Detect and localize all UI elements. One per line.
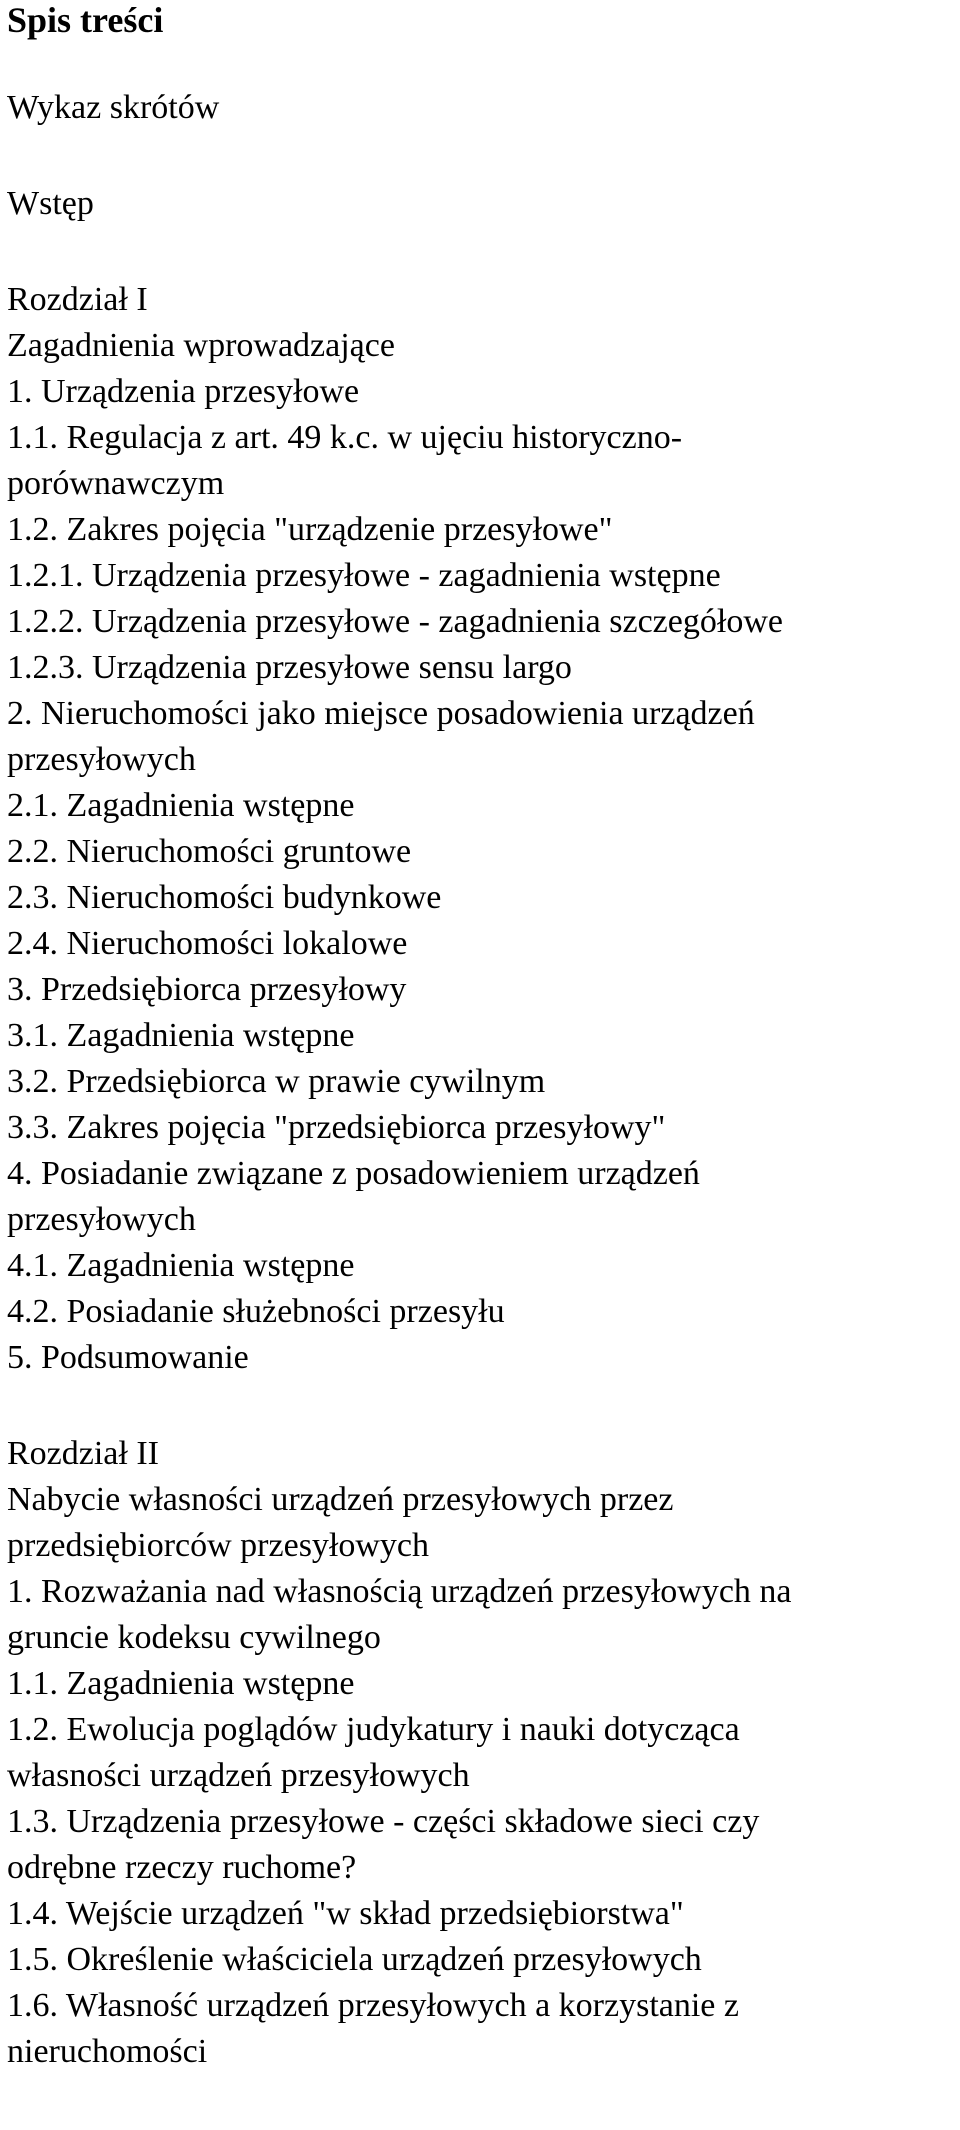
toc-entry: własności urządzeń przesyłowych — [7, 1757, 470, 1794]
toc-entry: 1.3. Urządzenia przesyłowe - części składowe sieci czy — [7, 1803, 760, 1840]
toc-entry: 2.3. Nieruchomości budynkowe — [7, 879, 442, 916]
chapter-title: Nabycie własności urządzeń przesyłowych przez — [7, 1481, 674, 1518]
toc-entry: Wstęp — [7, 185, 94, 222]
toc-entry: 4.2. Posiadanie służebności przesyłu — [7, 1293, 505, 1330]
toc-entry: 1.1. Regulacja z art. 49 k.c. w ujęciu historyczno- — [7, 419, 683, 456]
toc-entry: 3.3. Zakres pojęcia "przedsiębiorca przesyłowy" — [7, 1109, 666, 1146]
toc-entry: 1. Rozważania nad własnością urządzeń przesyłowych na — [7, 1573, 792, 1610]
toc-entry: 3. Przedsiębiorca przesyłowy — [7, 971, 407, 1008]
chapter-title: przedsiębiorców przesyłowych — [7, 1527, 430, 1564]
toc-entry: 1.2.3. Urządzenia przesyłowe sensu largo — [7, 649, 572, 686]
toc-entry: przesyłowych — [7, 1201, 196, 1238]
toc-entry: nieruchomości — [7, 2033, 208, 2070]
toc-entry: 2. Nieruchomości jako miejsce posadowienia urządzeń — [7, 695, 755, 732]
toc-entry: 4. Posiadanie związane z posadowieniem urządzeń — [7, 1155, 700, 1192]
chapter-heading: Rozdział I — [7, 281, 148, 318]
toc-entry: 4.1. Zagadnienia wstępne — [7, 1247, 355, 1284]
toc-entry: 1.2. Zakres pojęcia "urządzenie przesyłowe" — [7, 511, 613, 548]
toc-entry: 2.1. Zagadnienia wstępne — [7, 787, 355, 824]
toc-entry: Wykaz skrótów — [7, 89, 220, 126]
toc-entry: 3.1. Zagadnienia wstępne — [7, 1017, 355, 1054]
toc-entry: gruncie kodeksu cywilnego — [7, 1619, 381, 1656]
toc-entry: 1.4. Wejście urządzeń "w skład przedsiębiorstwa" — [7, 1895, 684, 1932]
chapter-heading: Rozdział II — [7, 1435, 159, 1472]
toc-entry: porównawczym — [7, 465, 225, 502]
toc-entry: 1.6. Własność urządzeń przesyłowych a korzystanie z — [7, 1987, 739, 2024]
toc-entry: 1.5. Określenie właściciela urządzeń przesyłowych — [7, 1941, 702, 1978]
toc-entry: 1.2. Ewolucja poglądów judykatury i nauki dotycząca — [7, 1711, 740, 1748]
toc-entry: 2.4. Nieruchomości lokalowe — [7, 925, 408, 962]
toc-entry: 2.2. Nieruchomości gruntowe — [7, 833, 412, 870]
toc-entry: przesyłowych — [7, 741, 196, 778]
toc-entry: 1.1. Zagadnienia wstępne — [7, 1665, 355, 1702]
toc-entry: odrębne rzeczy ruchome? — [7, 1849, 357, 1886]
toc-entry: 1.2.2. Urządzenia przesyłowe - zagadnienia szczegółowe — [7, 603, 783, 640]
page-title: Spis treści — [7, 0, 164, 40]
toc-entry: 1.2.1. Urządzenia przesyłowe - zagadnienia wstępne — [7, 557, 721, 594]
toc-entry: 3.2. Przedsiębiorca w prawie cywilnym — [7, 1063, 546, 1100]
chapter-title: Zagadnienia wprowadzające — [7, 327, 395, 364]
toc-entry: 5. Podsumowanie — [7, 1339, 249, 1376]
toc-entry: 1. Urządzenia przesyłowe — [7, 373, 360, 410]
